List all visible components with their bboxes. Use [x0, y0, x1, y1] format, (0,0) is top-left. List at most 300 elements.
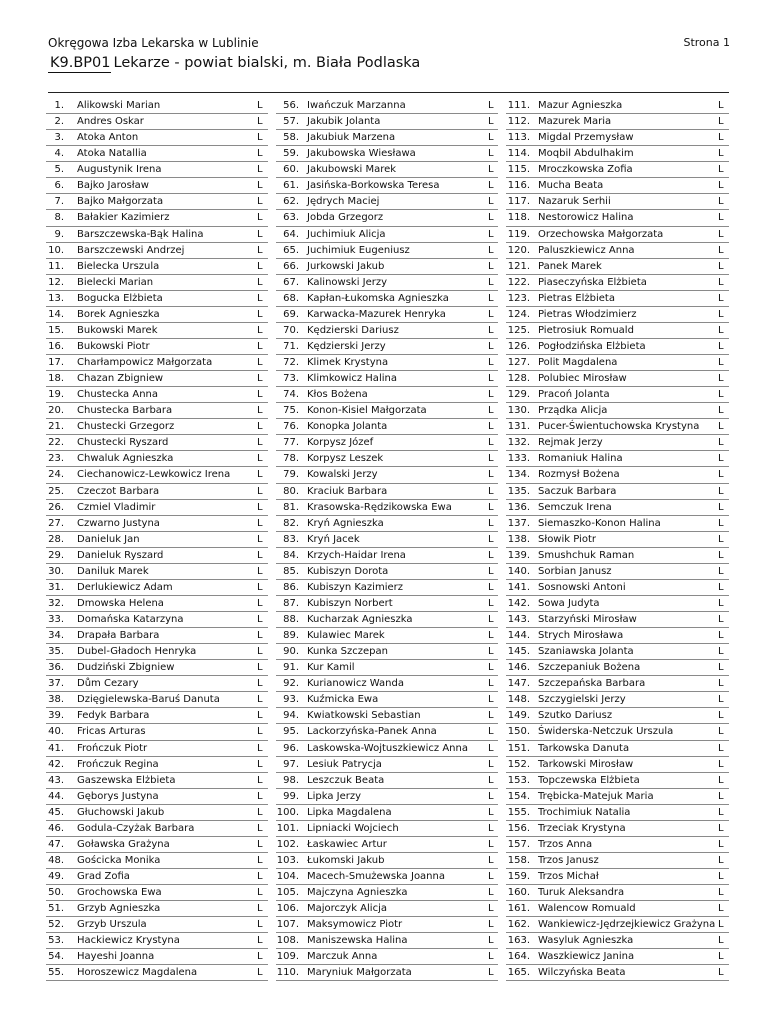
doctor-name: Bukowski Piotr [77, 340, 150, 352]
doctor-name: Mucha Beata [538, 180, 604, 192]
entry-number: 4. [54, 148, 64, 160]
doctor-name: Szczepańska Barbara [538, 678, 646, 690]
entry-number: 38. [48, 694, 64, 706]
list-item [506, 194, 729, 210]
entry-number: 98. [283, 774, 299, 786]
doctor-name: Kowalski Jerzy [307, 469, 378, 481]
category-code: L [488, 132, 494, 144]
list-item [506, 500, 729, 516]
doctor-name: Turuk Aleksandra [538, 887, 625, 899]
list-item [46, 901, 268, 917]
category-code: L [488, 565, 494, 577]
category-code: L [718, 116, 724, 128]
organization-name: Okręgowa Izba Lekarska w Lublinie [48, 36, 259, 50]
doctor-name: Topczewska Elżbieta [538, 774, 640, 786]
doctor-name: Jakubiuk Marzena [307, 132, 396, 144]
entry-number: 11. [48, 260, 64, 272]
category-code: L [718, 485, 724, 497]
entry-number: 91. [283, 662, 299, 674]
doctor-name: Semczuk Irena [538, 501, 612, 513]
doctor-name: Trzos Anna [538, 838, 593, 850]
category-code: L [718, 389, 724, 401]
list-item [46, 355, 268, 371]
entry-number: 47. [48, 838, 64, 850]
category-code: L [488, 373, 494, 385]
list-item [46, 323, 268, 339]
category-code: L [488, 951, 494, 963]
list-item [506, 467, 729, 483]
category-code: L [718, 244, 724, 256]
category-code: L [488, 180, 494, 192]
list-item [506, 451, 729, 467]
doctor-name: Danieluk Ryszard [77, 549, 164, 561]
category-code: L [718, 453, 724, 465]
category-code: L [257, 501, 263, 513]
doctor-name: Iwańczuk Marzanna [307, 100, 406, 111]
list-item [276, 451, 498, 467]
list-column-1 [46, 98, 268, 981]
list-item [46, 516, 268, 532]
entry-number: 123. [507, 292, 530, 304]
list-item [276, 612, 498, 628]
doctor-name: Hayeshi Joanna [77, 951, 155, 963]
doctor-name: Kędzierski Jerzy [307, 340, 386, 352]
list-item [276, 789, 498, 805]
list-item [46, 467, 268, 483]
entry-number: 135. [507, 485, 530, 497]
list-item [276, 837, 498, 853]
doctor-name: Grzyb Urszula [77, 919, 147, 931]
category-code: L [718, 581, 724, 593]
doctor-name: Jobda Grzegorz [307, 212, 384, 224]
list-item [276, 275, 498, 291]
list-item [46, 596, 268, 612]
entry-number: 165. [507, 967, 530, 979]
category-code: L [257, 806, 263, 818]
category-code: L [488, 694, 494, 706]
doctor-name: Moqbil Abdulhakim [538, 148, 634, 160]
category-code: L [257, 614, 263, 625]
doctor-name: Mazur Agnieszka [538, 100, 623, 111]
category-code: L [488, 967, 494, 979]
category-code: L [257, 164, 263, 176]
entry-number: 80. [283, 485, 299, 497]
entry-number: 94. [283, 710, 299, 722]
list-item [46, 371, 268, 387]
doctor-name: Gościcka Monika [77, 854, 161, 866]
list-item [46, 805, 268, 821]
doctor-name: Barszczewski Andrzej [77, 244, 185, 256]
list-item [276, 387, 498, 403]
entry-number: 153. [507, 774, 530, 786]
category-code: L [718, 100, 724, 111]
category-code: L [718, 646, 724, 658]
entry-number: 103. [276, 854, 299, 866]
list-item [276, 130, 498, 146]
doctor-name: Romaniuk Halina [538, 453, 623, 465]
doctor-name: Krasowska-Rędzikowska Ewa [307, 501, 452, 513]
entry-number: 149. [507, 710, 530, 722]
category-code: L [488, 324, 494, 336]
category-code: L [718, 597, 724, 609]
category-code: L [257, 180, 263, 192]
doctor-name: Atoka Natallia [77, 148, 147, 160]
doctor-name: Majorczyk Alicja [307, 903, 387, 915]
category-code: L [257, 758, 263, 770]
doctor-name: Kunka Szczepan [307, 646, 388, 658]
doctor-name: Lipka Jerzy [307, 790, 361, 802]
category-code: L [718, 308, 724, 320]
list-item [506, 580, 729, 596]
doctor-name: Sowa Judyta [538, 597, 600, 609]
entry-number: 105. [276, 887, 299, 899]
doctor-name: Kwiatkowski Sebastian [307, 710, 421, 722]
list-item [46, 580, 268, 596]
entry-number: 63. [283, 212, 299, 224]
doctor-name: Grochowska Ewa [77, 887, 162, 899]
doctor-name: Chustecka Anna [77, 389, 159, 401]
doctor-name: Kubiszyn Norbert [307, 597, 393, 609]
entry-number: 85. [283, 565, 299, 577]
list-item [506, 387, 729, 403]
entry-number: 20. [48, 405, 64, 417]
category-code: L [488, 308, 494, 320]
doctor-name: Sorbian Janusz [538, 565, 612, 577]
category-code: L [488, 806, 494, 818]
doctor-name: Chustecki Ryszard [77, 437, 169, 449]
list-item [506, 692, 729, 708]
list-item [46, 114, 268, 130]
category-code: L [257, 453, 263, 465]
doctor-name: Wankiewicz-Jędrzejkiewicz Grażyna [538, 919, 716, 931]
list-item [46, 419, 268, 435]
category-code: L [718, 324, 724, 336]
doctor-name: Polubiec Mirosław [538, 373, 627, 385]
doctor-name: Gęborys Justyna [77, 790, 159, 802]
doctor-name: Juchimiuk Alicja [307, 228, 386, 240]
list-item [506, 596, 729, 612]
entry-number: 124. [507, 308, 530, 320]
doctor-name: Majczyna Agnieszka [307, 887, 408, 899]
entry-number: 59. [283, 148, 299, 160]
entry-number: 57. [283, 116, 299, 128]
category-code: L [488, 871, 494, 882]
list-item [46, 227, 268, 243]
doctor-name: Lipniacki Wojciech [307, 822, 399, 834]
entry-number: 119. [507, 228, 530, 240]
list-item [276, 885, 498, 901]
list-item [276, 773, 498, 789]
entry-number: 30. [48, 565, 64, 577]
list-item [506, 564, 729, 580]
list-item [46, 162, 268, 178]
doctor-name: Dzięgielewska-Baruś Danuta [77, 694, 220, 706]
list-item [506, 146, 729, 162]
doctor-name: Kędzierski Dariusz [307, 324, 399, 336]
doctor-name: Lipka Magdalena [307, 806, 392, 818]
category-code: L [488, 903, 494, 915]
list-item [46, 259, 268, 275]
list-item [276, 532, 498, 548]
entry-number: 67. [283, 276, 299, 288]
category-code: L [718, 533, 724, 545]
doctor-name: Kryń Agnieszka [307, 517, 384, 529]
category-code: L [718, 501, 724, 513]
list-item [506, 291, 729, 307]
doctor-name: Kraciuk Barbara [307, 485, 388, 497]
doctor-name: Bałakier Kazimierz [77, 212, 170, 224]
entry-number: 96. [283, 742, 299, 754]
category-code: L [257, 838, 263, 850]
category-code: L [718, 549, 724, 561]
entry-number: 39. [48, 710, 64, 722]
list-item [506, 757, 729, 773]
list-item [276, 580, 498, 596]
entry-number: 111. [507, 100, 530, 111]
list-item [506, 210, 729, 226]
entry-number: 158. [507, 854, 530, 866]
entry-number: 130. [507, 405, 530, 417]
entry-number: 138. [507, 533, 530, 545]
list-item [46, 612, 268, 628]
list-item [276, 853, 498, 869]
category-code: L [257, 581, 263, 593]
list-item [276, 869, 498, 885]
category-code: L [257, 276, 263, 288]
category-code: L [718, 212, 724, 224]
category-code: L [718, 614, 724, 625]
category-code: L [488, 822, 494, 834]
list-item [506, 355, 729, 371]
entry-number: 27. [48, 517, 64, 529]
entry-number: 113. [507, 132, 530, 144]
entry-number: 134. [507, 469, 530, 481]
entry-number: 73. [283, 373, 299, 385]
list-item [276, 114, 498, 130]
list-item [276, 98, 498, 114]
list-item [506, 307, 729, 323]
category-code: L [257, 389, 263, 401]
category-code: L [257, 405, 263, 417]
list-item [506, 403, 729, 419]
entry-number: 101. [276, 822, 299, 834]
doctor-name: Bukowski Marek [77, 324, 158, 336]
entry-number: 109. [276, 951, 299, 963]
category-code: L [718, 790, 724, 802]
doctor-name: Kurianowicz Wanda [307, 678, 404, 690]
doctor-name: Karwacka-Mazurek Henryka [307, 308, 446, 320]
list-item [506, 98, 729, 114]
doctor-name: Smushchuk Raman [538, 549, 635, 561]
category-code: L [488, 164, 494, 176]
entry-number: 116. [507, 180, 530, 192]
category-code: L [488, 357, 494, 368]
doctor-name: Laskowska-Wojtuszkiewicz Anna [307, 742, 468, 754]
category-code: L [718, 148, 724, 160]
category-code: L [718, 292, 724, 304]
page-title [48, 55, 420, 73]
entry-number: 22. [48, 437, 64, 449]
entry-number: 108. [276, 935, 299, 947]
entry-number: 62. [283, 196, 299, 208]
doctor-name: Orzechowska Małgorzata [538, 228, 664, 240]
entry-number: 12. [48, 276, 64, 288]
list-item [276, 933, 498, 949]
doctor-name: Dubel-Gładoch Henryka [77, 646, 197, 658]
list-item [276, 692, 498, 708]
list-item [506, 435, 729, 451]
entry-number: 34. [48, 630, 64, 642]
category-code: L [488, 710, 494, 722]
page-number: Strona 1 [683, 36, 730, 49]
entry-number: 148. [507, 694, 530, 706]
doctor-name: Pogłodzińska Elżbieta [538, 340, 646, 352]
entry-number: 155. [507, 806, 530, 818]
category-code: L [718, 662, 724, 674]
entry-number: 13. [48, 292, 64, 304]
entry-number: 76. [283, 421, 299, 433]
entry-number: 114. [507, 148, 530, 160]
category-code: L [257, 774, 263, 786]
category-code: L [488, 533, 494, 545]
entry-number: 100. [276, 806, 299, 818]
list-item [46, 917, 268, 933]
category-code: L [718, 903, 724, 915]
entry-number: 87. [283, 597, 299, 609]
entry-number: 90. [283, 646, 299, 658]
doctor-name: Szutko Dariusz [538, 710, 613, 722]
list-item [506, 917, 729, 933]
category-code: L [257, 116, 263, 128]
list-item [46, 532, 268, 548]
category-code: L [257, 646, 263, 658]
category-code: L [257, 903, 263, 915]
doctor-name: Kuźmicka Ewa [307, 694, 379, 706]
report-title: Lekarze - powiat bialski, m. Biała Podlaska [113, 55, 421, 71]
list-item [46, 949, 268, 965]
doctor-name: Kubiszyn Dorota [307, 565, 389, 577]
category-code: L [257, 919, 263, 931]
doctor-name: Ciechanowicz-Lewkowicz Irena [77, 469, 231, 481]
category-code: L [488, 405, 494, 417]
category-code: L [257, 790, 263, 802]
category-code: L [488, 790, 494, 802]
category-code: L [488, 630, 494, 642]
list-item [46, 660, 268, 676]
entry-number: 60. [283, 164, 299, 176]
category-code: L [257, 260, 263, 272]
doctor-name: Frończuk Piotr [77, 742, 148, 754]
entry-number: 159. [507, 871, 530, 882]
list-item [506, 275, 729, 291]
category-code: L [718, 469, 724, 481]
list-item [46, 821, 268, 837]
list-item [506, 162, 729, 178]
doctor-name: Głuchowski Jakub [77, 806, 165, 818]
category-code: L [257, 533, 263, 545]
category-code: L [257, 469, 263, 481]
entry-number: 133. [507, 453, 530, 465]
list-item [506, 339, 729, 355]
entry-number: 48. [48, 854, 64, 866]
category-code: L [257, 228, 263, 240]
category-code: L [718, 373, 724, 385]
entry-number: 144. [507, 630, 530, 642]
list-item [276, 194, 498, 210]
list-item [46, 628, 268, 644]
list-item [276, 901, 498, 917]
list-item [46, 291, 268, 307]
list-item [46, 548, 268, 564]
list-item [276, 307, 498, 323]
category-code: L [718, 710, 724, 722]
doctor-name: Trzeciak Krystyna [538, 822, 626, 834]
doctor-name: Pietras Elżbieta [538, 292, 615, 304]
category-code: L [257, 292, 263, 304]
doctor-name: Juchimiuk Eugeniusz [307, 244, 410, 256]
entry-number: 25. [48, 485, 64, 497]
entry-number: 93. [283, 694, 299, 706]
list-item [46, 773, 268, 789]
entry-number: 36. [48, 662, 64, 674]
report-code: K9.BP01 [50, 55, 111, 71]
entry-number: 147. [507, 678, 530, 690]
entry-number: 154. [507, 790, 530, 802]
category-code: L [718, 340, 724, 352]
entry-number: 8. [54, 212, 64, 224]
entry-number: 61. [283, 180, 299, 192]
category-code: L [718, 726, 724, 738]
doctor-name: Pucer-Świentuchowska Krystyna [538, 421, 700, 433]
category-code: L [718, 774, 724, 786]
list-item [46, 757, 268, 773]
category-code: L [488, 437, 494, 449]
category-code: L [257, 662, 263, 674]
list-item [276, 741, 498, 757]
entry-number: 107. [276, 919, 299, 931]
list-item [506, 837, 729, 853]
list-item [506, 933, 729, 949]
category-code: L [718, 742, 724, 754]
category-code: L [488, 678, 494, 690]
list-item [276, 821, 498, 837]
doctor-name: Grad Zofia [77, 871, 130, 882]
doctor-name: Gaszewska Elżbieta [77, 774, 176, 786]
doctor-name: Chustecki Grzegorz [77, 421, 175, 433]
doctor-name: Korpysz Józef [307, 437, 374, 449]
doctor-name: Bajko Małgorzata [77, 196, 164, 208]
category-code: L [718, 887, 724, 899]
category-code: L [718, 758, 724, 770]
entry-number: 77. [283, 437, 299, 449]
doctor-name: Bogucka Elżbieta [77, 292, 163, 304]
doctor-name: Prządka Alicja [538, 405, 608, 417]
list-item [46, 387, 268, 403]
list-item [276, 724, 498, 740]
doctor-name: Dům Cezary [77, 678, 139, 690]
entry-number: 128. [507, 373, 530, 385]
doctor-name: Klimek Krystyna [307, 357, 389, 368]
list-item [46, 564, 268, 580]
doctor-name: Waszkiewicz Janina [538, 951, 635, 963]
list-item [276, 435, 498, 451]
entry-number: 83. [283, 533, 299, 545]
doctor-name: Jakubik Jolanta [307, 116, 381, 128]
category-code: L [718, 437, 724, 449]
entry-number: 139. [507, 549, 530, 561]
category-code: L [718, 838, 724, 850]
doctor-name: Mroczkowska Zofia [538, 164, 633, 176]
